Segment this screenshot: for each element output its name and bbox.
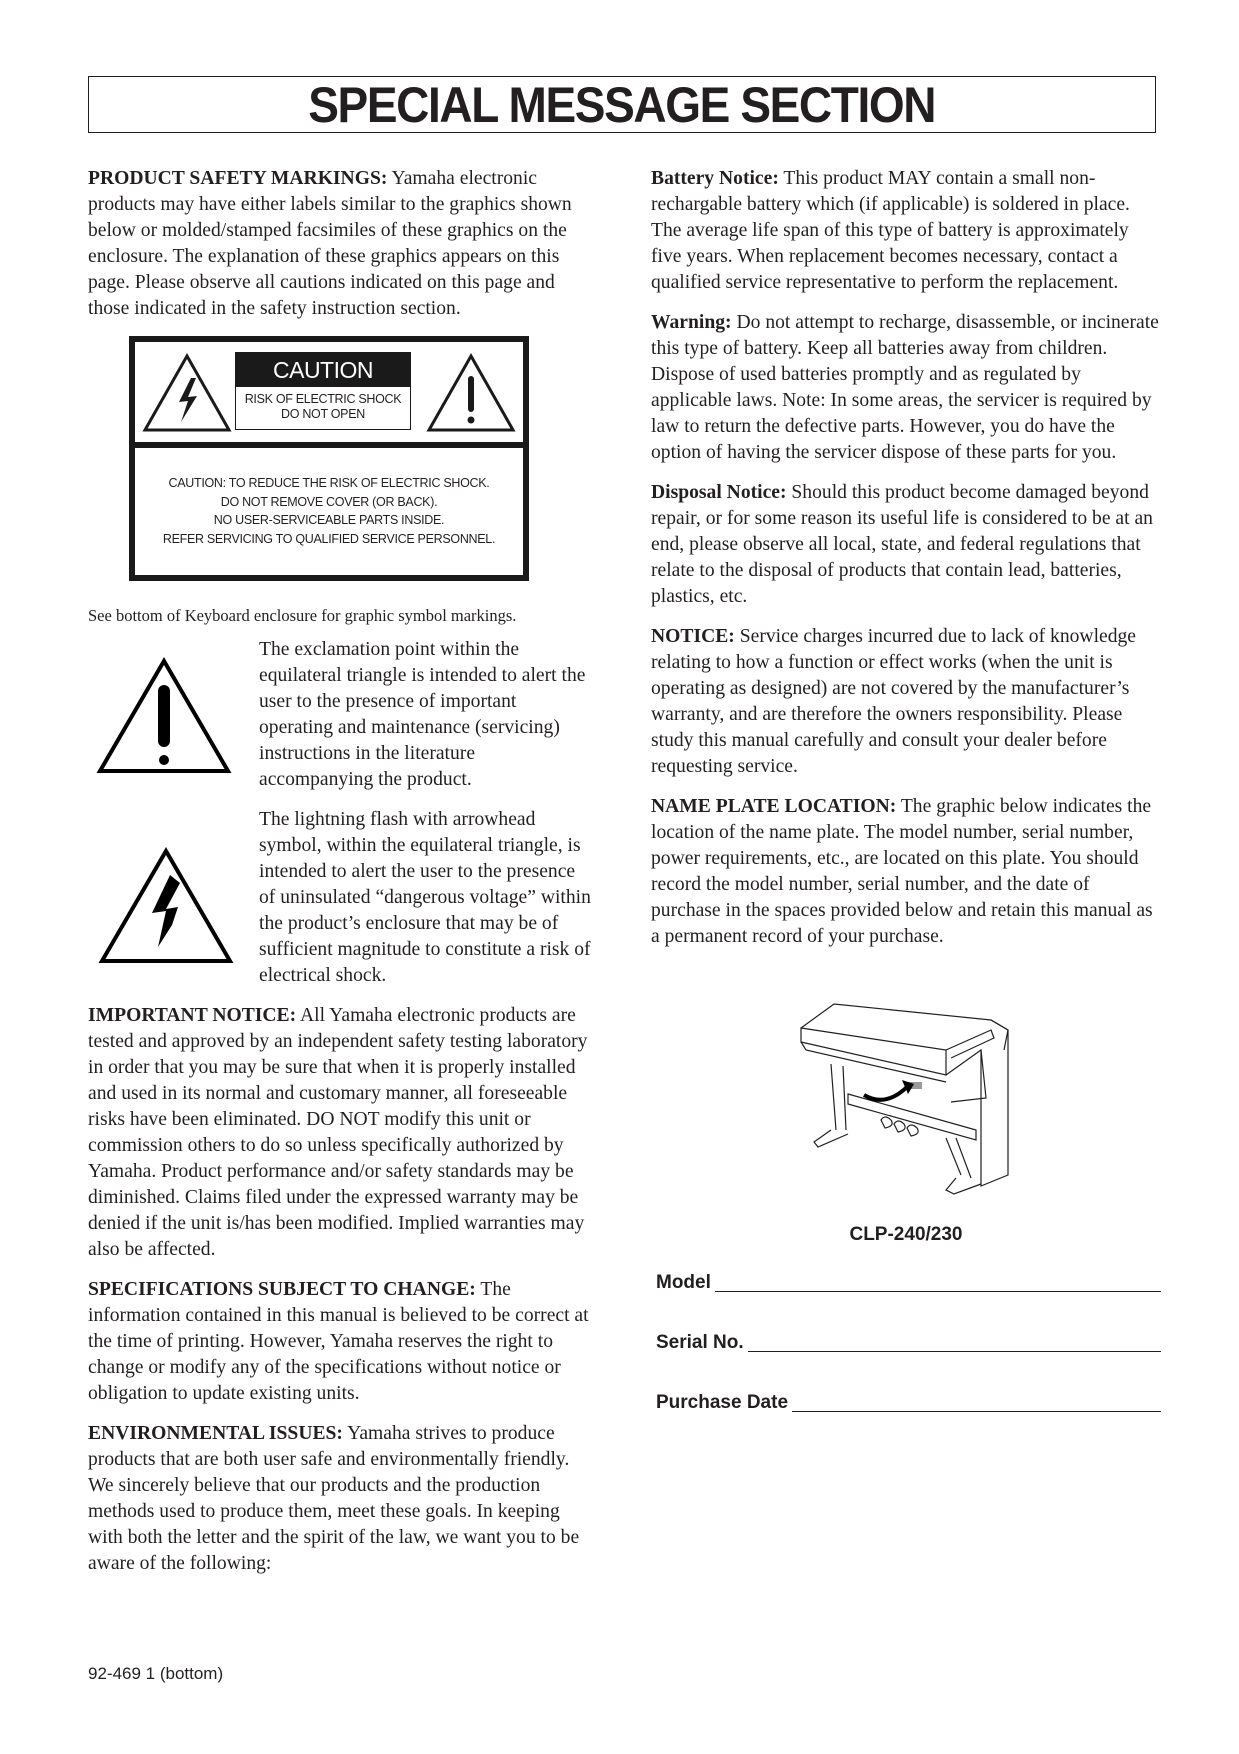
- notice-paragraph: [651, 624, 1161, 780]
- warning-body: Do not attempt to recharge, disassemble, or incinerate this type of battery. Keep all batteries away from children. Dispose of used batteries promptly and as regulated by applicable laws. Note: In some areas, the servicer is required by law to return the defective parts. However, you do have the option of having the servicer dispose of these parts for you.: [651, 312, 1159, 463]
- purchase-date-label: Purchase Date: [656, 1392, 789, 1413]
- product-safety-heading: PRODUCT SAFETY MARKINGS:: [88, 168, 388, 189]
- product-safety-paragraph: [88, 166, 593, 322]
- caution-line: DO NOT REMOVE COVER (OR BACK).: [220, 494, 438, 509]
- footer-code: 92-469 1 (bottom): [88, 1664, 224, 1683]
- disposal-notice-heading: Disposal Notice:: [651, 482, 787, 503]
- environmental-body: Yamaha strives to produce products that are both user safe and environmentally friendly. We sincerely believe that our products and the production methods used to produce them, meet these goals. In keeping with both the letter and the spirit of the law, we want you to be aware of the following:: [88, 1423, 580, 1574]
- specifications-heading: SPECIFICATIONS SUBJECT TO CHANGE:: [88, 1279, 476, 1300]
- caution-title: CAUTION: [236, 353, 410, 387]
- lightning-triangle-icon: [96, 847, 236, 967]
- important-notice-heading: IMPORTANT NOTICE:: [88, 1005, 297, 1026]
- environmental-paragraph: [88, 1421, 593, 1577]
- specifications-body: The information contained in this manual is believed to be correct at the time of printing. However, Yamaha reserves the right to change or modify any of the specifications without notice or obligation to update existing units.: [88, 1279, 589, 1404]
- piano-illustration-icon: [786, 990, 1026, 1210]
- battery-notice-paragraph: [651, 166, 1161, 296]
- exclamation-triangle-icon: [425, 352, 517, 434]
- right-column: [651, 166, 1161, 1416]
- lightning-triangle-icon: [141, 352, 233, 434]
- environmental-heading: ENVIRONMENTAL ISSUES:: [88, 1423, 343, 1444]
- battery-notice-body: This product MAY contain a small non-rechargable battery which (if applicable) is soldered in place. The average life span of this type of battery is approximately five years. When replacement becomes necessary, contact a qualified service representative to perform the replacement.: [651, 168, 1130, 293]
- lightning-explanation: [88, 807, 593, 989]
- caution-label: [129, 336, 529, 581]
- record-form: [651, 1270, 1161, 1416]
- see-bottom-note: See bottom of Keyboard enclosure for graphic symbol markings.: [88, 606, 517, 625]
- notice-heading: NOTICE:: [651, 626, 735, 647]
- exclamation-triangle-icon: [94, 657, 234, 777]
- model-field: [656, 1270, 1161, 1296]
- caution-subtitle-line1: RISK OF ELECTRIC SHOCK: [244, 392, 402, 406]
- serial-field: [656, 1330, 1161, 1356]
- caution-subtitle: [236, 387, 410, 422]
- battery-notice-heading: Battery Notice:: [651, 168, 779, 189]
- purchase-date-blank-line[interactable]: [792, 1410, 1161, 1412]
- lightning-text: The lightning flash with arrowhead symbol, within the equilateral triangle, is intended to alert the user to the presence of uninsulated “dangerous voltage” within the product’s enclosure that may be of sufficient magnitude to constitute a risk of electrical shock.: [259, 809, 591, 986]
- warning-heading: Warning:: [651, 312, 732, 333]
- caution-label-bottom: [135, 448, 523, 548]
- model-label: Model: [656, 1272, 711, 1293]
- name-plate-paragraph: [651, 794, 1161, 950]
- caution-line: REFER SERVICING TO QUALIFIED SERVICE PERSONNEL.: [162, 531, 496, 546]
- caution-center-box: [235, 352, 411, 430]
- name-plate-heading: NAME PLATE LOCATION:: [651, 796, 897, 817]
- product-safety-body: Yamaha electronic products may have either labels similar to the graphics shown below or molded/stamped facsimiles of these graphics on the enclosure. The explanation of these graphics appears on this page. Please observe all cautions indicated on this page and those indicated in the safety instruction section.: [88, 168, 572, 319]
- disposal-notice-body: Should this product become damaged beyond repair, or for some reason its useful life is considered to be at an end, please observe all local, state, and federal regulations that relate to the disposal of products that contain lead, batteries, plastics, etc.: [651, 482, 1153, 607]
- purchase-date-field: [656, 1390, 1161, 1416]
- title-box: [88, 76, 1156, 133]
- serial-blank-line[interactable]: [748, 1350, 1161, 1352]
- serial-label: Serial No.: [656, 1332, 744, 1353]
- caution-line: CAUTION: TO REDUCE THE RISK OF ELECTRIC SHOCK.: [168, 476, 490, 490]
- name-plate-body: The graphic below indicates the location of the name plate. The model number, serial number, power requirements, etc., are located on this plate. You should record the model number, serial number, and the date of purchase in the spaces provided below and retain this manual as a permanent record of your purchase.: [651, 796, 1153, 947]
- disposal-notice-paragraph: [651, 480, 1161, 610]
- exclamation-explanation: [88, 637, 593, 793]
- model-blank-line[interactable]: [715, 1290, 1161, 1292]
- important-notice-paragraph: [88, 1003, 593, 1263]
- caution-subtitle-line2: DO NOT OPEN: [281, 407, 365, 421]
- left-column: [88, 166, 593, 1591]
- specifications-paragraph: [88, 1277, 593, 1407]
- warning-paragraph: [651, 310, 1161, 466]
- exclamation-text: The exclamation point within the equilateral triangle is intended to alert the user to the presence of important operating and maintenance (servicing) instructions in the literature accompanying the product.: [259, 639, 586, 790]
- model-caption: CLP-240/230: [849, 1224, 963, 1245]
- notice-body: Service charges incurred due to lack of knowledge relating to how a function or effect works (when the unit is operating as designed) are not covered by the manufacturer’s warranty, and are therefore the owners responsibility. Please study this manual carefully and consult your dealer before requesting service.: [651, 626, 1136, 777]
- caution-line: NO USER-SERVICEABLE PARTS INSIDE.: [213, 513, 445, 527]
- caution-label-top: [135, 342, 523, 448]
- page-title: SPECIAL MESSAGE SECTION: [308, 76, 936, 133]
- important-notice-body: All Yamaha electronic products are tested and approved by an independent safety testing laboratory in order that you may be sure that when it is properly installed and used in its normal and customary manner, all foreseeable risks have been eliminated. DO NOT modify this unit or commission others to do so unless specifically authorized by Yamaha. Product performance and/or safety standards may be diminished. Claims filed under the expressed warranty may be denied if the unit is/has been modified. Implied warranties may also be affected.: [88, 1005, 588, 1260]
